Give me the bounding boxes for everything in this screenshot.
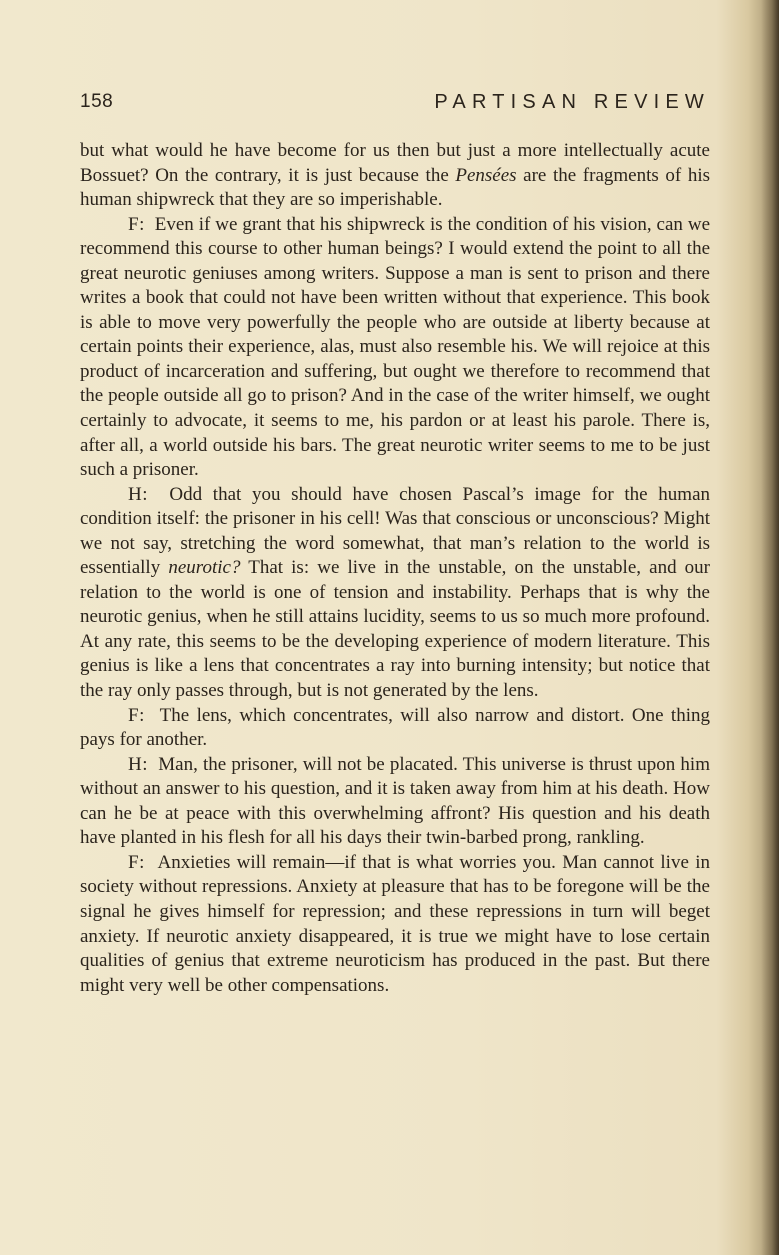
paragraph-text: are the fragments of his human shipwreck that they are so imperishable. bbox=[80, 164, 710, 211]
paragraph-text: Anxieties will remain—if that is what worries you. Man cannot live in society without repressions. Anxiety at pleasure that has to be foregone will be the signal he gives himself for repression; and these repressions in turn will beget anxiety. If neurotic anxiety disappeared, it is true we might have to lose certain qualities of genius that extreme neuroticism has produced in the past. But there might very well be other compensations. bbox=[80, 851, 710, 996]
paragraph bbox=[80, 483, 710, 704]
paragraph-text: Odd that you should have chosen Pascal’s image for the human condition itself: the prisoner in his cell! Was that conscious or unconscious? Might we not say, stretching the word somewhat, that man’s relation to the world is essentially bbox=[80, 483, 711, 579]
speaker-label: F: bbox=[128, 851, 145, 873]
paragraph bbox=[80, 851, 710, 998]
page-edge-shadow bbox=[761, 0, 779, 1255]
italic-emphasis: neurotic? bbox=[168, 557, 241, 579]
paragraph-text: That is: we live in the unstable, on the unstable, and our relation to the world is one of tension and instability. Perhaps that is why the neurotic genius, when he still attains lucidity, seems to us so much more profound. At any rate, this seems to be the developing experience of modern literature. This genius is like a lens that concentrates a ray into burning intensity; but notice that the ray only passes through, but is not generated by the lens. bbox=[80, 557, 711, 702]
page-number: 158 bbox=[80, 91, 114, 112]
paragraph-text: but what would he have become for us then but just a more intellectually acute Bossuet? On the contrary, it is just because the bbox=[80, 140, 710, 186]
paragraph bbox=[80, 704, 710, 753]
paragraph bbox=[80, 753, 710, 851]
speaker-label: H: bbox=[128, 753, 148, 775]
speaker-label: F: bbox=[128, 704, 145, 726]
paragraph-text: Even if we grant that his shipwreck is the condition of his vision, can we recommend this course to other human beings? I would extend the point to all the great neurotic geniuses among writers. Suppose a man is sent to prison and there writes a book that could not have been written without that experience. This book is able to move very powerfully the people who are outside at liberty because at certain points their experience, alas, must also resemble his. We will rejoice at this product of incarceration and suffering, but ought we therefore to recommend that the people outside all go to prison? And in the case of the writer himself, we ought certainly to advocate, it seems to me, his pardon or at least his parole. There is, after all, a world outside his bars. The great neurotic writer seems to me to be just such a prisoner. bbox=[80, 213, 711, 481]
speaker-label: F: bbox=[128, 213, 145, 235]
paragraph-text: The lens, which concentrates, will also narrow and distort. One thing pays for another. bbox=[80, 704, 710, 751]
paragraph bbox=[80, 213, 710, 483]
paragraph bbox=[80, 139, 710, 213]
journal-title: PARTISAN REVIEW bbox=[434, 91, 710, 113]
paragraph-text: Man, the prisoner, will not be placated. This universe is thrust upon him without an answer to his question, and it is taken away from him at his death. How can he be at peace with this overwhelming affront? His question and his death have planted in his flesh for all his days their twin-barbed prong, rankling. bbox=[80, 753, 710, 849]
italic-title: Pensées bbox=[455, 164, 517, 186]
running-head bbox=[80, 91, 710, 121]
body-text bbox=[80, 139, 710, 998]
speaker-label: H: bbox=[128, 483, 148, 505]
